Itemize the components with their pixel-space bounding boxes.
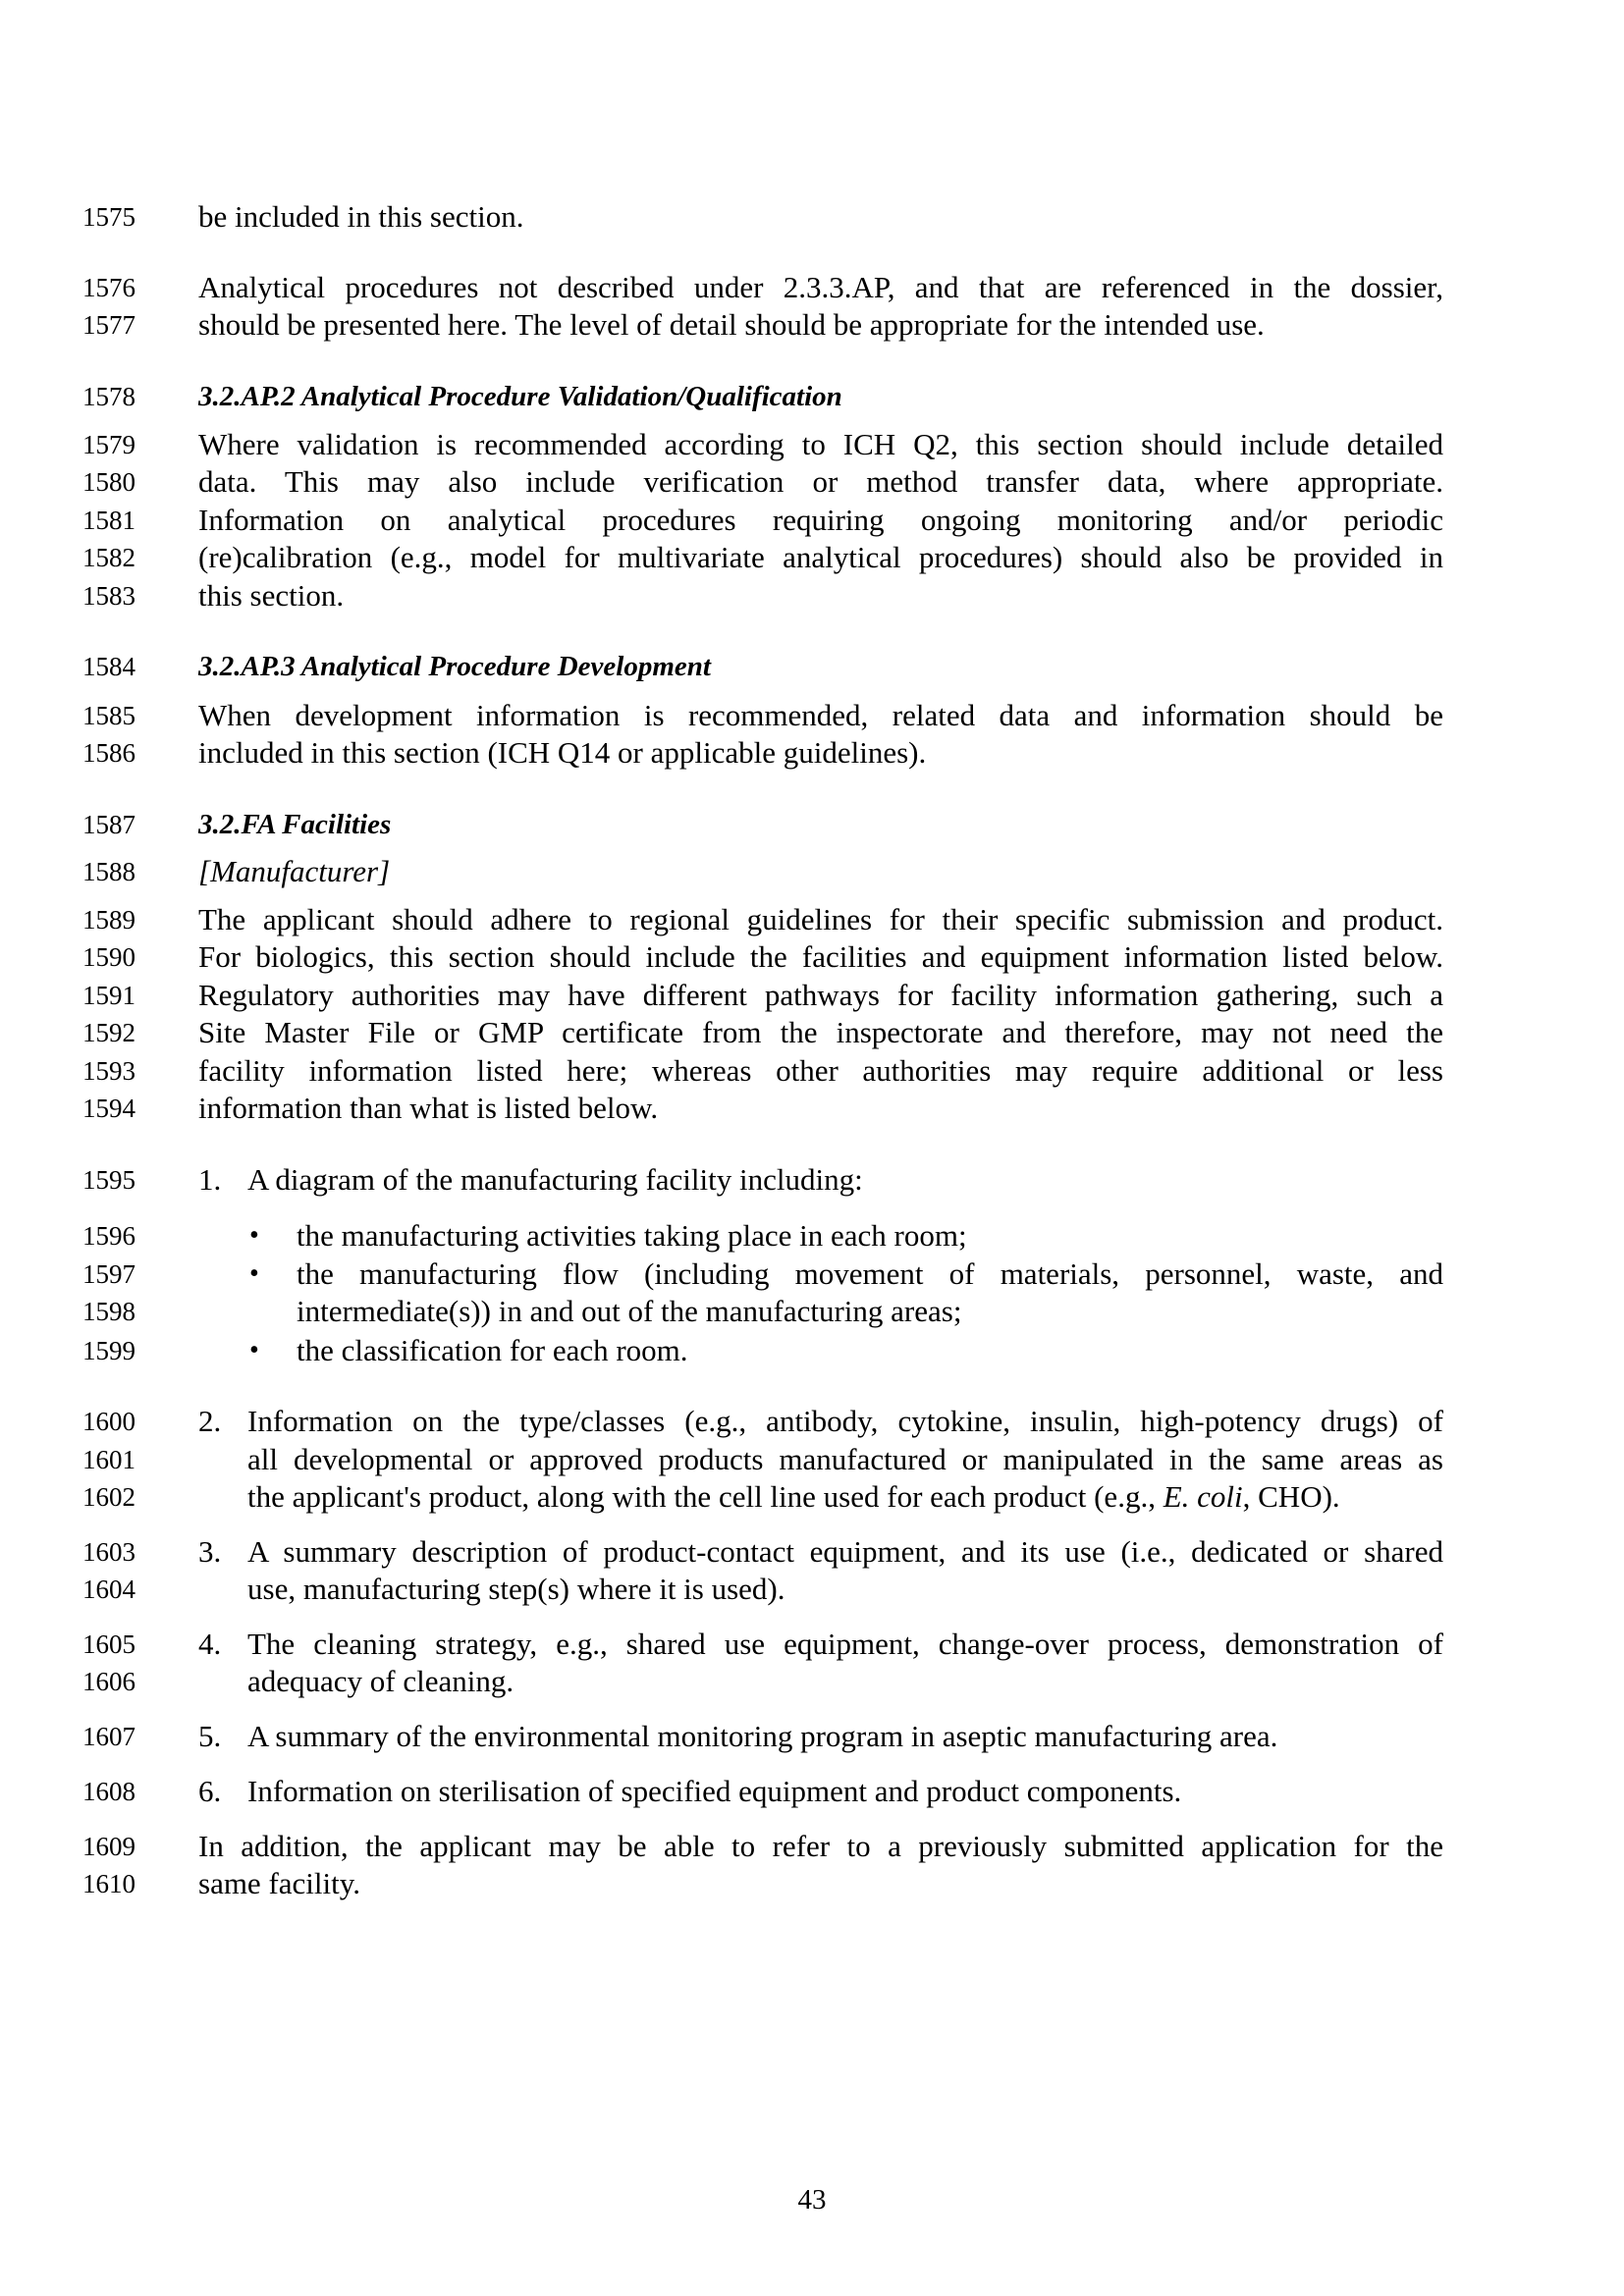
line-number: 1577: [82, 310, 135, 340]
list-item: Information on sterilisation of specified equipment and product components.: [247, 1774, 1182, 1808]
text-line: Where validation is recommended according to ICH Q2, this section should include detailed: [198, 427, 1443, 461]
line-number: 1592: [82, 1018, 135, 1047]
text-line: (re)calibration (e.g., model for multivariate analytical procedures) should also be provided in: [198, 540, 1443, 574]
line-number: 1601: [82, 1445, 135, 1474]
text-span: , CHO).: [1242, 1479, 1340, 1514]
list-item: A diagram of the manufacturing facility including:: [247, 1162, 863, 1197]
line-number: 1585: [82, 701, 135, 730]
line-number: 1581: [82, 506, 135, 535]
line-number: 1604: [82, 1575, 135, 1604]
line-number: 1590: [82, 942, 135, 972]
line-number: 1609: [82, 1832, 135, 1861]
text-line: data. This may also include verification or method transfer data, where appropriate.: [198, 464, 1443, 499]
text-line: should be presented here. The level of detail should be appropriate for the intended use.: [198, 307, 1265, 342]
line-number: 1596: [82, 1221, 135, 1251]
line-number: 1591: [82, 981, 135, 1010]
line-number: 1580: [82, 467, 135, 497]
list-item: [247, 1478, 1443, 1516]
section-heading: 3.2.AP.3 Analytical Procedure Development: [198, 651, 711, 682]
bullet-item: the classification for each room.: [297, 1333, 688, 1367]
text-line: Regulatory authorities may have different pathways for facility information gathering, such a: [198, 978, 1443, 1012]
list-number: 4.: [198, 1627, 222, 1661]
text-line: Site Master File or GMP certificate from the inspectorate and therefore, may not need the: [198, 1015, 1443, 1049]
line-number: 1594: [82, 1094, 135, 1123]
line-number: 1599: [82, 1336, 135, 1365]
text-line: In addition, the applicant may be able to refer to a previously submitted application for the: [198, 1829, 1443, 1863]
line-number: 1593: [82, 1056, 135, 1086]
list-item: The cleaning strategy, e.g., shared use equipment, change-over process, demonstration of: [247, 1627, 1443, 1661]
section-heading: 3.2.AP.2 Analytical Procedure Validation/Qualification: [198, 381, 842, 412]
list-number: 1.: [198, 1162, 222, 1197]
bullet-icon: •: [249, 1220, 259, 1251]
list-number: 2.: [198, 1404, 222, 1438]
text-line: included in this section (ICH Q14 or applicable guidelines).: [198, 735, 927, 770]
text-line: For biologics, this section should include the facilities and equipment information listed below.: [198, 939, 1443, 974]
line-number: 1582: [82, 543, 135, 572]
text-line: facility information listed here; whereas other authorities may require additional or less: [198, 1053, 1443, 1088]
line-number: 1586: [82, 738, 135, 768]
line-number: 1605: [82, 1629, 135, 1659]
text-line: same facility.: [198, 1866, 360, 1900]
text-line: The applicant should adhere to regional guidelines for their specific submission and product.: [198, 902, 1443, 936]
bullet-item: the manufacturing flow (including movement of materials, personnel, waste, and: [297, 1256, 1443, 1291]
line-number: 1607: [82, 1722, 135, 1751]
text-line: Information on analytical procedures requiring ongoing monitoring and/or periodic: [198, 503, 1443, 537]
organism-name: E. coli: [1163, 1479, 1243, 1514]
list-item: A summary description of product-contact equipment, and its use (i.e., dedicated or shared: [247, 1534, 1443, 1569]
bullet-icon: •: [249, 1335, 259, 1365]
bullet-item: intermediate(s)) in and out of the manufacturing areas;: [297, 1294, 962, 1328]
line-number: 1595: [82, 1165, 135, 1195]
line-number: 1608: [82, 1777, 135, 1806]
line-number: 1575: [82, 202, 135, 232]
line-number: 1587: [82, 810, 135, 839]
text-span: the applicant's product, along with the cell line used for each product (e.g.,: [247, 1479, 1164, 1514]
section-heading: 3.2.FA Facilities: [198, 809, 392, 840]
line-number: 1606: [82, 1667, 135, 1696]
list-item: all developmental or approved products manufactured or manipulated in the same areas as: [247, 1442, 1443, 1476]
line-number: 1610: [82, 1869, 135, 1898]
text-line: Analytical procedures not described under 2.3.3.AP, and that are referenced in the dossier,: [198, 270, 1443, 304]
page-number: 43: [797, 2184, 827, 2216]
bullet-item: the manufacturing activities taking place in each room;: [297, 1218, 967, 1253]
list-number: 3.: [198, 1534, 222, 1569]
list-number: 5.: [198, 1719, 222, 1753]
line-number: 1602: [82, 1482, 135, 1512]
text-line: this section.: [198, 578, 345, 613]
list-item: A summary of the environmental monitoring program in aseptic manufacturing area.: [247, 1719, 1278, 1753]
line-number: 1603: [82, 1537, 135, 1567]
list-number: 6.: [198, 1774, 222, 1808]
text-line: information than what is listed below.: [198, 1091, 659, 1125]
line-number: 1583: [82, 581, 135, 611]
line-number: 1588: [82, 857, 135, 886]
line-number: 1598: [82, 1297, 135, 1326]
bullet-icon: •: [249, 1258, 259, 1289]
list-item: Information on the type/classes (e.g., antibody, cytokine, insulin, high-potency drugs) of: [247, 1404, 1443, 1438]
line-number: 1600: [82, 1407, 135, 1436]
text-line: When development information is recommended, related data and information should be: [198, 698, 1443, 732]
line-number: 1584: [82, 652, 135, 681]
section-subheading: [Manufacturer]: [198, 854, 391, 888]
list-item: adequacy of cleaning.: [247, 1664, 514, 1698]
text-line: be included in this section.: [198, 199, 524, 234]
line-number: 1578: [82, 382, 135, 411]
line-number: 1597: [82, 1259, 135, 1289]
line-number: 1589: [82, 905, 135, 934]
list-item: use, manufacturing step(s) where it is used).: [247, 1572, 785, 1606]
line-number: 1576: [82, 273, 135, 302]
line-number: 1579: [82, 430, 135, 459]
